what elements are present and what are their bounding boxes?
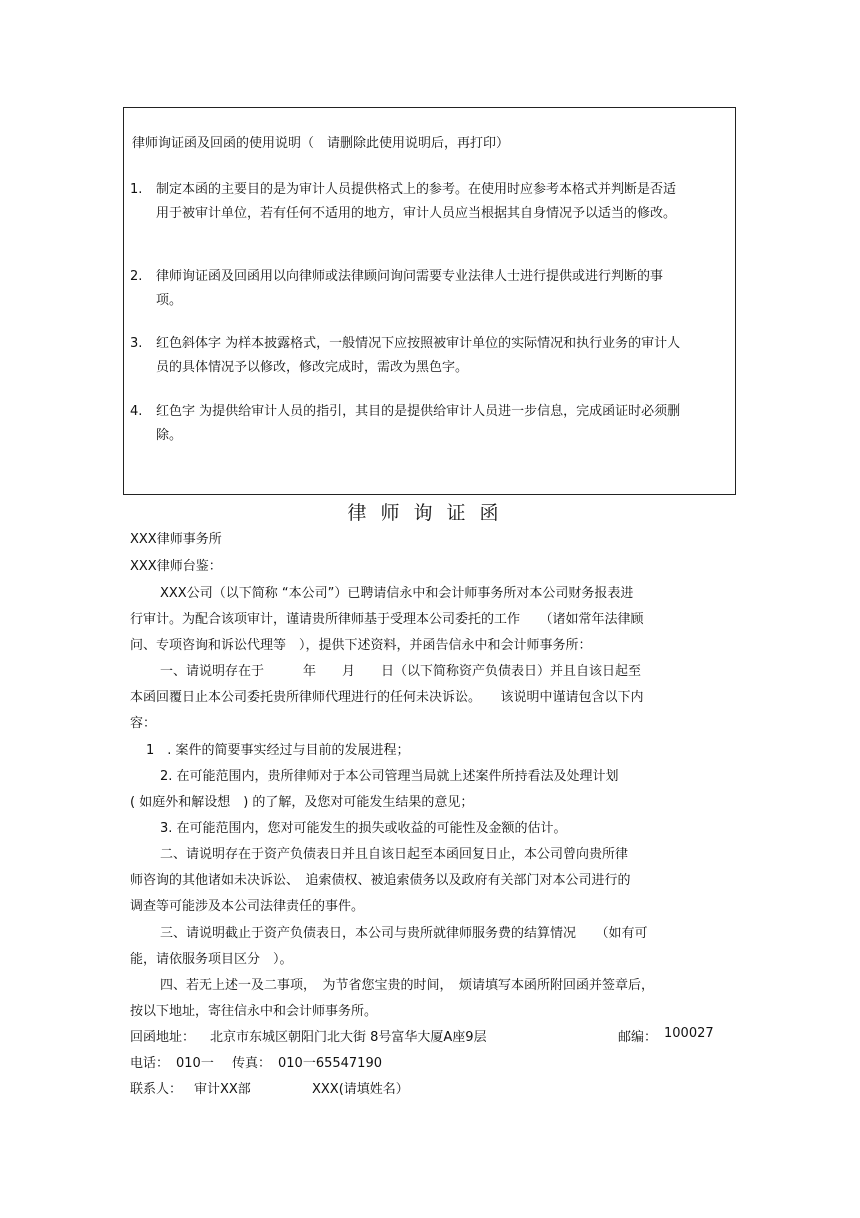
- instruction-item: [130, 178, 686, 226]
- paragraph-line: 二、请说明存在于资产负债表日并且自该日起至本函回复日止，本公司曾向贵所律: [160, 847, 629, 862]
- recipient-firm: XXX律师事务所: [130, 532, 222, 547]
- contact-label: 联系人：: [130, 1082, 183, 1097]
- usage-instructions-box: [123, 107, 736, 495]
- paragraph-line: XXX公司（以下简称 “本公司”）已聘请信永中和会计师事务所对本公司财务报表进: [160, 586, 634, 601]
- instruction-text: 制定本函的主要目的是为审计人员提供格式上的参考。在使用时应参考本格式并判断是否适用于被审计单位，若有任何不适用的地方，审计人员应当根据其自身情况予以适当的修改。: [156, 182, 677, 221]
- paragraph-line: 一、请说明存在于 年 月 日（以下简称资产负债表日）并且自该日起至: [160, 664, 642, 679]
- instruction-text: 红色字 为提供给审计人员的指引，其目的是提供给审计人员进一步信息，完成函证时必须删除。: [156, 404, 681, 443]
- paragraph-line: 师咨询的其他诸如未决诉讼、 追索债权、被追索债务以及政府有关部门对本公司进行的: [130, 873, 631, 888]
- paragraph-line: 四、若无上述一及二事项， 为节省您宝贵的时间， 烦请填写本函所附回函并签章后，: [160, 978, 655, 993]
- paragraph-line: 问、专项咨询和诉讼代理等 ），提供下述资料，并函告信永中和会计师事务所：: [130, 638, 592, 653]
- paragraph-line: 本函回覆日止本公司委托贵所律师代理进行的任何未决诉讼。 该说明中谨请包含以下内: [130, 690, 644, 705]
- contact-name: XXX(请填姓名）: [312, 1082, 409, 1097]
- fax-label: 传真：: [232, 1056, 272, 1071]
- paragraph-line: 能，请依服务项目区分 ）。: [130, 952, 293, 967]
- return-address: 北京市东城区朝阳门北大街 8号富华大厦A座9层: [210, 1030, 487, 1045]
- paragraph-line: 三、请说明截止于资产负债表日，本公司与贵所就律师服务费的结算情况 （如有可: [160, 926, 648, 941]
- paragraph-line: 行审计。为配合该项审计，谨请贵所律师基于受理本公司委托的工作 （诸如常年法律顾: [130, 612, 644, 627]
- instruction-text: 律师询证函及回函用以向律师或法律顾问询问需要专业法律人士进行提供或进行判断的事项。: [156, 269, 664, 308]
- instruction-number: 3.: [130, 336, 143, 351]
- list-item: 1 . 案件的简要事实经过与目前的发展进程；: [146, 743, 410, 758]
- instruction-number: 4.: [130, 404, 143, 419]
- instruction-item: [130, 265, 686, 313]
- salutation: XXX律师台鉴：: [130, 559, 222, 574]
- postcode-value: 100027: [664, 1026, 714, 1041]
- paragraph-line: 容：: [130, 716, 157, 731]
- phone-label: 电话：: [130, 1056, 170, 1071]
- list-item: 2. 在可能范围内，贵所律师对于本公司管理当局就上述案件所持看法及处理计划: [160, 769, 619, 784]
- fax-value: 010一65547190: [278, 1056, 382, 1071]
- letter-heading: 律师询证函: [347, 502, 513, 524]
- phone-value: 010一: [176, 1056, 214, 1071]
- instruction-item: [130, 332, 686, 380]
- instructions-title: 律师询证函及回函的使用说明（ 请删除此使用说明后，再打印）: [132, 136, 510, 151]
- instruction-text: 红色斜体字 为样本披露格式，一般情况下应按照被审计单位的实际情况和执行业务的审计人员的具体情况予以修改，修改完成时，需改为黑色字。: [156, 336, 681, 375]
- postcode-label: 邮编：: [618, 1030, 658, 1045]
- instruction-item: [130, 400, 686, 448]
- instruction-number: 1.: [130, 182, 143, 197]
- instruction-number: 2.: [130, 269, 143, 284]
- paragraph-line: 调查等可能涉及本公司法律责任的事件。: [130, 899, 365, 914]
- contact-department: 审计XX部: [194, 1082, 251, 1097]
- paragraph-line: ( 如庭外和解设想 ) 的了解，及您对可能发生结果的意见；: [130, 795, 474, 810]
- list-item: 3. 在可能范围内，您对可能发生的损失或收益的可能性及金额的估计。: [160, 821, 567, 836]
- address-label: 回函地址：: [130, 1030, 196, 1045]
- paragraph-line: 按以下地址，寄往信永中和会计师事务所。: [130, 1004, 378, 1019]
